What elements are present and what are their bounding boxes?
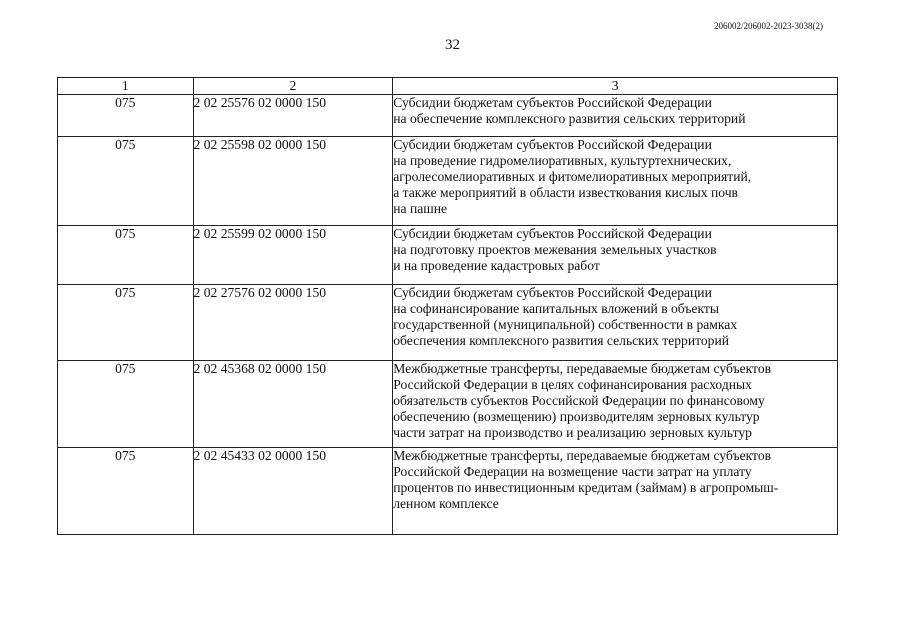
- revenue-code-cell: 2 02 25576 02 0000 150: [193, 95, 393, 137]
- description-cell: [393, 226, 838, 285]
- description-cell: [393, 95, 838, 137]
- revenue-code-cell: 2 02 25599 02 0000 150: [193, 226, 393, 285]
- description-line: Субсидии бюджетам субъектов Российской Федерации: [393, 137, 712, 152]
- description-line: агролесомелиоративных и фитомелиоративных мероприятий,: [393, 169, 752, 184]
- description-cell: [393, 137, 838, 226]
- description-line: на проведение гидромелиоративных, культуртехнических,: [393, 153, 732, 168]
- description-line: Российской Федерации на возмещение части затрат на уплату: [393, 464, 752, 479]
- description-line: обязательств субъектов Российской Федерации по финансовому: [393, 393, 765, 408]
- table-row: [58, 361, 838, 448]
- revenue-code-cell: 2 02 45433 02 0000 150: [193, 448, 393, 535]
- description-cell: [393, 448, 838, 535]
- description-line: Субсидии бюджетам субъектов Российской Федерации: [393, 226, 712, 241]
- description-line: Российской Федерации в целях софинансирования расходных: [393, 377, 752, 392]
- admin-code-cell: 075: [58, 361, 194, 448]
- document-id: 206002/206002-2023-3038(2): [714, 21, 823, 31]
- table-row: [58, 285, 838, 361]
- table-row: [58, 448, 838, 535]
- column-header-2: 2: [193, 78, 393, 95]
- description-line: ленном комплексе: [393, 496, 499, 511]
- description-line: обеспечения комплексного развития сельских территорий: [393, 333, 729, 348]
- revenue-code-cell: 2 02 45368 02 0000 150: [193, 361, 393, 448]
- page-number: 32: [445, 37, 460, 53]
- admin-code-cell: 075: [58, 226, 194, 285]
- description-cell: [393, 361, 838, 448]
- admin-code-cell: 075: [58, 95, 194, 137]
- description-line: а также мероприятий в области известкования кислых почв: [393, 185, 738, 200]
- table-header-row: [58, 78, 838, 95]
- description-line: на подготовку проектов межевания земельных участков: [393, 242, 717, 257]
- description-line: Субсидии бюджетам субъектов Российской Федерации: [393, 285, 712, 300]
- description-line: государственной (муниципальной) собственности в рамках: [393, 317, 738, 332]
- description-line: процентов по инвестиционным кредитам (займам) в агропромыш-: [393, 480, 779, 495]
- table-row: [58, 137, 838, 226]
- description-line: Межбюджетные трансферты, передаваемые бюджетам субъектов: [393, 448, 772, 463]
- admin-code-cell: 075: [58, 137, 194, 226]
- description-line: на софинансирование капитальных вложений в объекты: [393, 301, 719, 316]
- description-line: Межбюджетные трансферты, передаваемые бюджетам субъектов: [393, 361, 772, 376]
- table-row: [58, 95, 838, 137]
- description-line: обеспечению (возмещению) производителям зерновых культур: [393, 409, 760, 424]
- budget-classification-table: [57, 77, 838, 535]
- description-line: и на проведение кадастровых работ: [393, 258, 600, 273]
- revenue-code-cell: 2 02 25598 02 0000 150: [193, 137, 393, 226]
- revenue-code-cell: 2 02 27576 02 0000 150: [193, 285, 393, 361]
- description-line: на пашне: [393, 201, 448, 216]
- description-line: на обеспечение комплексного развития сельских территорий: [393, 111, 746, 126]
- column-header-1: 1: [58, 78, 194, 95]
- admin-code-cell: 075: [58, 448, 194, 535]
- description-cell: [393, 285, 838, 361]
- admin-code-cell: 075: [58, 285, 194, 361]
- description-line: части затрат на производство и реализацию зерновых культур: [393, 425, 752, 440]
- table-row: [58, 226, 838, 285]
- description-line: Субсидии бюджетам субъектов Российской Федерации: [393, 95, 712, 110]
- column-header-3: 3: [393, 78, 838, 95]
